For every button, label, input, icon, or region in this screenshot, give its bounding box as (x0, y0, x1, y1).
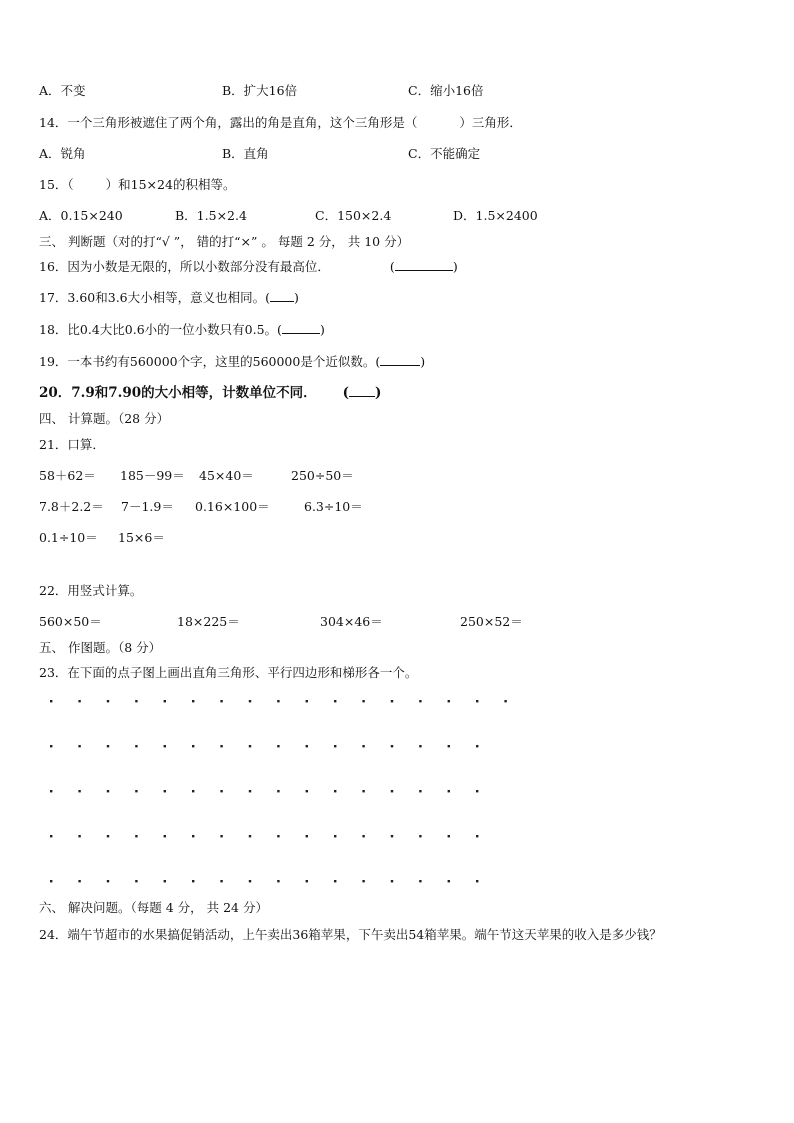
q16-text: 16．因为小数是无限的，所以小数部分没有最高位． (39, 259, 330, 274)
grid-dot[interactable] (192, 790, 194, 792)
grid-dot[interactable] (476, 880, 478, 882)
grid-dot[interactable] (306, 700, 308, 702)
grid-dot[interactable] (419, 700, 421, 702)
grid-dot[interactable] (391, 700, 393, 702)
q22-item: 250×52＝ (460, 614, 523, 629)
grid-dot[interactable] (249, 880, 251, 882)
q23-question: 23．在下面的点子图上画出直角三角形、平行四边形和梯形各一个。 (39, 665, 418, 680)
grid-dot[interactable] (135, 790, 137, 792)
q15-option-c: C．150×2.4 (315, 208, 392, 223)
q14-option-b: B．直角 (222, 146, 269, 161)
grid-dot[interactable] (50, 835, 52, 837)
q22-item: 304×46＝ (320, 614, 383, 629)
q21-title: 21．口算． (39, 437, 105, 452)
q14-text-post: ）三角形． (459, 115, 522, 130)
grid-dot[interactable] (448, 700, 450, 702)
grid-dot[interactable] (78, 700, 80, 702)
grid-dot[interactable] (391, 745, 393, 747)
grid-dot[interactable] (135, 700, 137, 702)
q14-text-pre: 14．一个三角形被遮住了两个角，露出的角是直角，这个三角形是（ (39, 115, 418, 130)
q14-option-a: A．锐角 (39, 146, 86, 161)
q15-question (39, 177, 235, 193)
grid-dot[interactable] (448, 835, 450, 837)
q16-answer-blank[interactable] (395, 259, 453, 271)
q20-question: 20．7.9和7.90的大小相等，计数单位不同． ( ) (39, 385, 382, 401)
grid-dot[interactable] (306, 745, 308, 747)
grid-dot[interactable] (419, 790, 421, 792)
grid-dot[interactable] (78, 790, 80, 792)
grid-dot[interactable] (419, 880, 421, 882)
q21-item: 7.8＋2.2＝ (39, 499, 104, 514)
q13-option-b: B．扩大16倍 (222, 83, 298, 98)
section-5-heading: 五、 作图题。（8 分） (39, 640, 162, 655)
q21-item: 7－1.9＝ (121, 499, 174, 514)
grid-dot[interactable] (220, 880, 222, 882)
grid-dot[interactable] (135, 880, 137, 882)
grid-dot[interactable] (476, 745, 478, 747)
section-3-heading: 三、 判断题（对的打“√ ”， 错的打“×” 。 每题 2 分， 共 10 分） (39, 234, 410, 249)
grid-dot[interactable] (306, 880, 308, 882)
q18-answer-blank[interactable] (282, 322, 320, 334)
q21-row-2 (39, 499, 363, 515)
q14-option-c: C．不能确定 (408, 146, 481, 161)
q21-item: 185－99＝ (120, 468, 185, 483)
grid-dot[interactable] (50, 745, 52, 747)
section-4-heading: 四、 计算题。（28 分） (39, 411, 170, 426)
q21-item: 45×40＝ (199, 468, 254, 483)
q24-question: 24．端午节超市的水果搞促销活动，上午卖出36箱苹果，下午卖出54箱苹果。端午节这天苹果的收入是多少钱？ (39, 927, 662, 942)
grid-dot[interactable] (334, 790, 336, 792)
q15-option-d: D．1.5×2400 (453, 208, 538, 223)
q15-text-post: ）和15×24的积相等。 (105, 177, 236, 192)
q17-question: 17．3.60和3.6大小相等，意义也相同。( ) (39, 290, 299, 305)
q20-answer-blank[interactable] (349, 385, 375, 397)
grid-dot[interactable] (476, 700, 478, 702)
grid-dot[interactable] (107, 745, 109, 747)
grid-dot[interactable] (78, 880, 80, 882)
q21-item: 15×6＝ (118, 530, 165, 545)
grid-dot[interactable] (107, 835, 109, 837)
q19-text: 19．一本书约有560000个字，这里的560000是个近似数。 (39, 354, 376, 369)
grid-dot[interactable] (164, 835, 166, 837)
grid-dot[interactable] (164, 745, 166, 747)
grid-dot[interactable] (249, 745, 251, 747)
q17-answer-blank[interactable] (270, 290, 294, 302)
grid-dot[interactable] (164, 700, 166, 702)
grid-dot[interactable] (164, 790, 166, 792)
grid-dot[interactable] (277, 745, 279, 747)
grid-dot[interactable] (476, 790, 478, 792)
grid-dot[interactable] (277, 700, 279, 702)
q21-row-3 (39, 530, 165, 546)
grid-dot[interactable] (107, 880, 109, 882)
q22-item: 560×50＝ (39, 614, 102, 629)
grid-dot[interactable] (334, 835, 336, 837)
grid-dot[interactable] (135, 745, 137, 747)
grid-dot[interactable] (448, 880, 450, 882)
grid-dot[interactable] (107, 700, 109, 702)
grid-dot[interactable] (220, 700, 222, 702)
grid-dot[interactable] (135, 835, 137, 837)
section-6-heading: 六、 解决问题。（每题 4 分， 共 24 分） (39, 900, 268, 915)
q21-item: 250÷50＝ (291, 468, 354, 483)
q17-text: 17．3.60和3.6大小相等，意义也相同。 (39, 290, 266, 305)
q14-options (39, 146, 480, 162)
grid-dot[interactable] (448, 790, 450, 792)
grid-dot[interactable] (419, 745, 421, 747)
grid-dot[interactable] (334, 700, 336, 702)
grid-dot[interactable] (192, 880, 194, 882)
grid-dot[interactable] (192, 745, 194, 747)
grid-dot[interactable] (504, 700, 506, 702)
q22-item: 18×225＝ (177, 614, 240, 629)
grid-dot[interactable] (220, 835, 222, 837)
q15-text-pre: 15．（ (39, 177, 74, 192)
q21-item: 6.3÷10＝ (304, 499, 363, 514)
q13-option-a: A．不变 (39, 83, 86, 98)
grid-dot[interactable] (334, 745, 336, 747)
grid-dot[interactable] (277, 835, 279, 837)
grid-dot[interactable] (362, 880, 364, 882)
grid-dot[interactable] (362, 835, 364, 837)
grid-dot[interactable] (362, 700, 364, 702)
grid-dot[interactable] (78, 745, 80, 747)
q21-item: 0.16×100＝ (195, 499, 270, 514)
grid-dot[interactable] (107, 790, 109, 792)
grid-dot[interactable] (50, 880, 52, 882)
q14-question (39, 115, 522, 131)
grid-dot[interactable] (476, 835, 478, 837)
grid-dot[interactable] (50, 790, 52, 792)
q16-question: 16．因为小数是无限的，所以小数部分没有最高位． ( ) (39, 259, 458, 274)
grid-dot[interactable] (220, 745, 222, 747)
q13-option-c: C．缩小16倍 (408, 83, 484, 98)
q21-item: 0.1÷10＝ (39, 530, 98, 545)
grid-dot[interactable] (277, 790, 279, 792)
q21-row-1 (39, 468, 354, 484)
grid-dot[interactable] (249, 835, 251, 837)
q18-question: 18．比0.4大比0.6小的一位小数只有0.5。( ) (39, 322, 325, 337)
grid-dot[interactable] (391, 835, 393, 837)
q15-option-a: A．0.15×240 (39, 208, 123, 223)
grid-dot[interactable] (306, 835, 308, 837)
q18-text: 18．比0.4大比0.6小的一位小数只有0.5。 (39, 322, 278, 337)
q21-item: 58＋62＝ (39, 468, 96, 483)
q15-blank[interactable] (74, 178, 106, 189)
grid-dot[interactable] (391, 790, 393, 792)
q22-title: 22．用竖式计算。 (39, 583, 143, 598)
grid-dot[interactable] (249, 700, 251, 702)
q15-options (39, 208, 538, 224)
q15-option-b: B．1.5×2.4 (175, 208, 247, 223)
grid-dot[interactable] (164, 880, 166, 882)
grid-dot[interactable] (249, 790, 251, 792)
grid-dot[interactable] (448, 745, 450, 747)
grid-dot[interactable] (192, 700, 194, 702)
q20-text: 20．7.9和7.90的大小相等，计数单位不同． (39, 385, 317, 401)
grid-dot[interactable] (334, 880, 336, 882)
grid-dot[interactable] (220, 790, 222, 792)
q19-question: 19．一本书约有560000个字，这里的560000是个近似数。( ) (39, 354, 426, 369)
q13-options (39, 83, 483, 99)
grid-dot[interactable] (78, 835, 80, 837)
q22-row (39, 614, 523, 630)
grid-dot[interactable] (306, 790, 308, 792)
grid-dot[interactable] (192, 835, 194, 837)
grid-dot[interactable] (391, 880, 393, 882)
grid-dot[interactable] (362, 745, 364, 747)
grid-dot[interactable] (419, 835, 421, 837)
q14-blank[interactable] (417, 116, 459, 127)
grid-dot[interactable] (50, 700, 52, 702)
q19-answer-blank[interactable] (380, 354, 420, 366)
grid-dot[interactable] (362, 790, 364, 792)
grid-dot[interactable] (277, 880, 279, 882)
